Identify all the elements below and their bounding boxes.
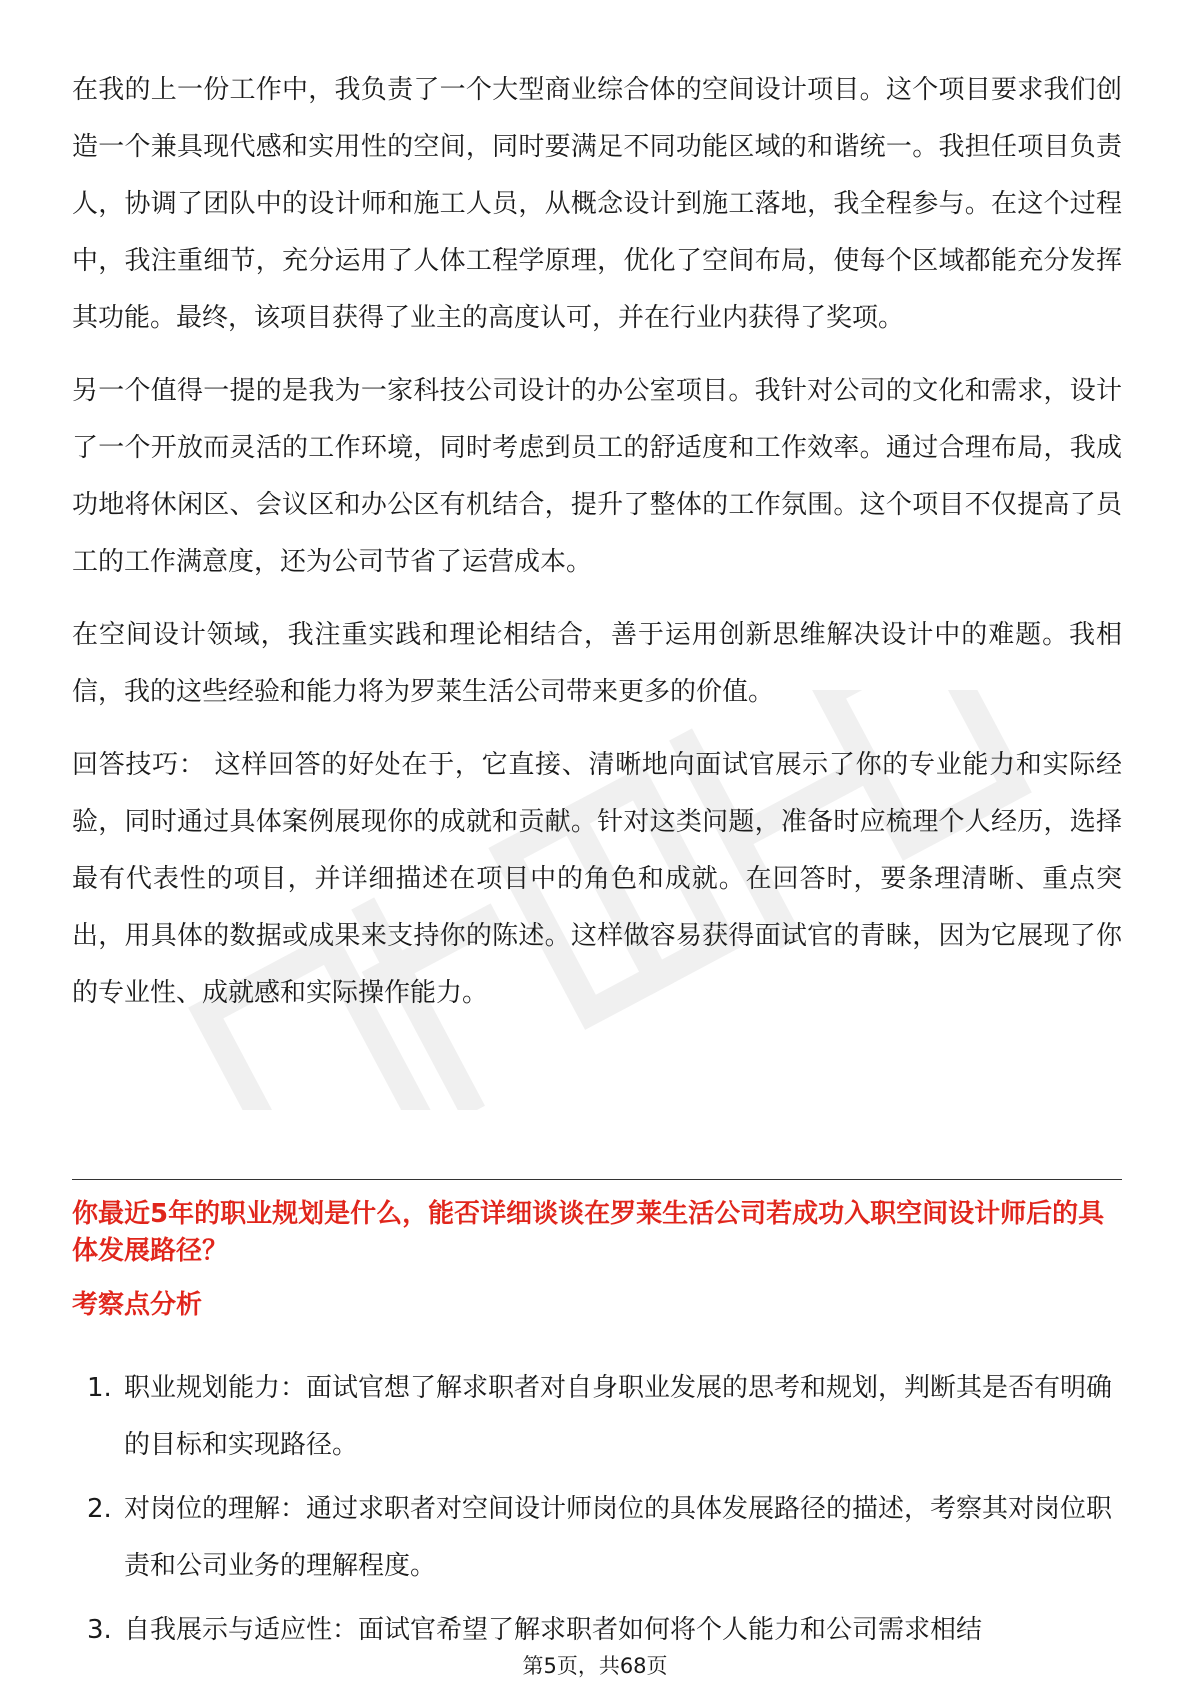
list-item: [72, 1481, 1122, 1595]
list-item-number: 1.: [87, 1373, 112, 1403]
list-item: [72, 1360, 1122, 1474]
page-footer: 第5页，共68页: [522, 1654, 668, 1678]
answer-paragraph: 在空间设计领域，我注重实践和理论相结合，善于运用创新思维解决设计中的难题。我相信，我的这些经验和能力将为罗莱生活公司带来更多的价值。: [72, 620, 1122, 707]
list-item: [72, 1602, 1122, 1659]
section-divider: [72, 1179, 1122, 1180]
list-item-number: 2.: [87, 1494, 112, 1524]
list-item-number: 3.: [87, 1615, 112, 1645]
answer-tips-paragraph: 回答技巧： 这样回答的好处在于，它直接、清晰地向面试官展示了你的专业能力和实际经验，同时通过具体案例展现你的成就和贡献。针对这类问题，准备时应梳理个人经历，选择最有代表性的项目，并详细描述在项目中的角色和成就。在回答时，要条理清晰、重点突出，用具体的数据或成果来支持你的陈述。这样做容易获得面试官的青睐，因为它展现了你的专业性、成就感和实际操作能力。: [72, 750, 1122, 1008]
answer-section: [72, 62, 1122, 1022]
list-item-text: 职业规划能力：面试官想了解求职者对自身职业发展的思考和规划，判断其是否有明确的目标和实现路径。: [124, 1373, 1113, 1460]
analysis-list: [72, 1360, 1122, 1659]
question-heading: 你最近5年的职业规划是什么，能否详细谈谈在罗莱生活公司若成功入职空间设计师后的具体发展路径？: [72, 1199, 1105, 1266]
list-item-text: 对岗位的理解：通过求职者对空间设计师岗位的具体发展路径的描述，考察其对岗位职责和公司业务的理解程度。: [124, 1494, 1113, 1581]
answer-paragraph: 另一个值得一提的是我为一家科技公司设计的办公室项目。我针对公司的文化和需求，设计了一个开放而灵活的工作环境，同时考虑到员工的舒适度和工作效率。通过合理布局，我成功地将休闲区、会议区和办公区有机结合，提升了整体的工作氛围。这个项目不仅提高了员工的工作满意度，还为公司节省了运营成本。: [72, 376, 1122, 577]
analysis-title: 考察点分析: [72, 1290, 203, 1320]
answer-paragraph: 在我的上一份工作中，我负责了一个大型商业综合体的空间设计项目。这个项目要求我们创造一个兼具现代感和实用性的空间，同时要满足不同功能区域的和谐统一。我担任项目负责人，协调了团队中的设计师和施工人员，从概念设计到施工落地，我全程参与。在这个过程中，我注重细节，充分运用了人体工程学原理，优化了空间布局，使每个区域都能充分发挥其功能。最终，该项目获得了业主的高度认可，并在行业内获得了奖项。: [72, 75, 1122, 333]
list-item-text: 自我展示与适应性：面试官希望了解求职者如何将个人能力和公司需求相结: [124, 1615, 983, 1645]
